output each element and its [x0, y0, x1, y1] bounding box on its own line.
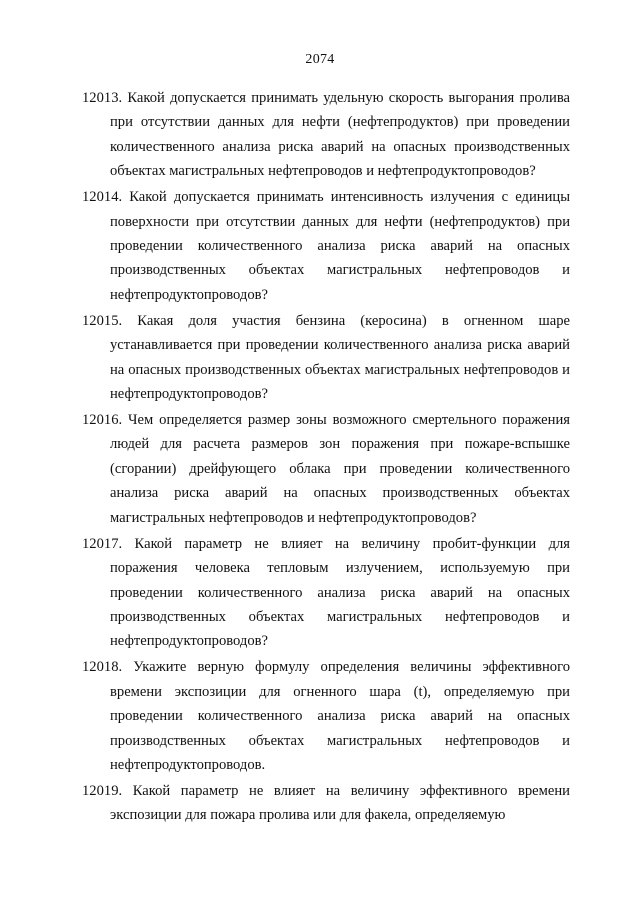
question-text: Укажите верную формулу определения величины эффективного времени экспозиции для огненного шара (t), определяемую при проведении количественного анализа риска аварий на опасных производственных объектах магистральных нефтепроводов и нефтепродуктопроводов.	[110, 659, 570, 773]
question-number: 12015.	[82, 312, 123, 329]
question-item	[0, 779, 640, 828]
question-text: Какой параметр не влияет на величину пробит-функции для поражения человека тепловым излучением, используемую при проведении количественного анализа риска аварий на опасных производственных объектах магистральных нефтепроводов и нефтепродуктопроводов?	[110, 535, 570, 650]
question-text: Чем определяется размер зоны возможного смертельного поражения людей для расчета размеров зон поражения при пожаре-вспышке (сгорании) дрейфующего облака при проведении количественного анализа риска аварий на опасных производственных объектах магистральных нефтепроводов и нефтепродуктопроводов?	[110, 412, 570, 526]
question-number: 12017.	[82, 535, 123, 552]
question-item	[0, 86, 640, 184]
question-number: 12013.	[82, 90, 123, 106]
question-item	[0, 408, 640, 530]
question-number: 12014.	[82, 189, 123, 206]
question-number: 12019.	[82, 782, 123, 799]
question-text: Какая доля участия бензина (керосина) в огненном шаре устанавливается при проведении количественного анализа риска аварий на опасных производственных объектах магистральных нефтепроводов и нефтепродуктопроводов?	[110, 312, 570, 403]
question-text: Какой допускается принимать удельную скорость выгорания пролива при отсутствии данных для нефти (нефтепродуктов) при проведении количественного анализа риска аварий на опасных производственных объектах магистральных нефтепроводов и нефтепродуктопроводов?	[110, 90, 570, 180]
question-text: Какой допускается принимать интенсивность излучения с единицы поверхности при отсутствии данных для нефти (нефтепродуктов) при проведении количественного анализа риска аварий на опасных производственных объектах магистральных нефтепроводов и нефтепродуктопроводов?	[110, 189, 570, 303]
question-item	[0, 185, 640, 307]
question-list	[0, 86, 640, 829]
question-number: 12018.	[82, 659, 123, 676]
page-number: 2074	[305, 52, 335, 67]
question-item	[0, 532, 640, 654]
question-item	[0, 655, 640, 777]
question-item	[0, 309, 640, 407]
question-text: Какой параметр не влияет на величину эффективного времени экспозиции для пожара пролива или для факела, определяемую	[110, 782, 570, 824]
question-number: 12016.	[82, 412, 123, 429]
